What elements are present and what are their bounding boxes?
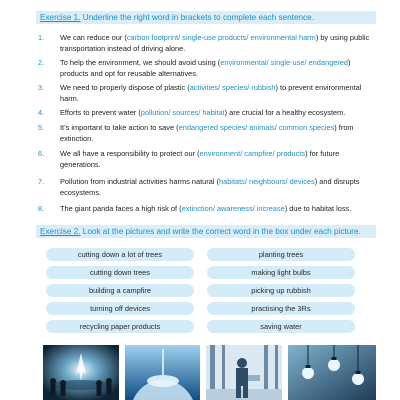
campfire-photo — [43, 345, 119, 400]
sentence-start: To help the environment, we should avoid using ( — [60, 58, 221, 67]
item-sentence — [60, 33, 376, 54]
item-number: 2. — [38, 58, 45, 67]
item-sentence — [60, 123, 376, 144]
word-options[interactable]: carbon footprint/ single-use products/ environmental harm — [126, 33, 316, 42]
item-sentence — [60, 204, 376, 215]
sentence-end: ) are crucial for a healthy ecosystem. — [224, 108, 346, 117]
item-number: 8. — [38, 204, 45, 213]
light-bulbs-image — [288, 345, 376, 400]
sentence-start: We need to properly dispose of plastic ( — [60, 83, 190, 92]
word-options[interactable]: activities/ species/ rubbish — [189, 83, 276, 92]
forest-cutting-photo — [206, 345, 282, 400]
light-bulbs-photo — [288, 345, 376, 400]
item-sentence — [60, 58, 376, 79]
item-sentence — [60, 149, 376, 170]
word-options[interactable]: extinction/ awareness/ increase — [181, 204, 285, 213]
exercise-1-instruction: Underline the right word in brackets to complete each sentence. — [80, 13, 314, 22]
sentence-end: ) by using public transportation instead of driving alone. — [60, 33, 370, 53]
sentence-start: We all have a responsibility to protect our ( — [60, 149, 200, 158]
item-number: 3. — [38, 83, 45, 92]
word-chip: recycling paper products — [46, 320, 194, 333]
word-options[interactable]: pollution/ sources/ habitat — [140, 108, 225, 117]
sentence-end: ) and disrupts ecosystems. — [60, 177, 360, 197]
sentence-start: The giant panda faces a high risk of ( — [60, 204, 182, 213]
exercise-1-title — [36, 11, 376, 24]
sentence-start: Efforts to prevent water ( — [60, 108, 141, 117]
sentence-end: ) products and opt for reusable alternatives. — [60, 58, 351, 78]
item-number: 5. — [38, 123, 45, 132]
sentence-end: ) for future generations. — [60, 149, 340, 169]
sentence-end: ) from extinction. — [60, 123, 354, 143]
word-chip: turning off devices — [46, 302, 194, 315]
item-number: 7. — [38, 177, 45, 186]
exercise-2-label: Exercise 2. — [40, 227, 81, 236]
item-sentence — [60, 177, 376, 198]
word-chip: building a campfire — [46, 284, 194, 297]
exercise-2-title — [36, 225, 376, 238]
item-number: 4. — [38, 108, 45, 117]
word-chip: picking up rubbish — [207, 284, 355, 297]
sentence-start: It’s important to take action to save ( — [60, 123, 179, 132]
item-sentence — [60, 83, 376, 104]
word-chip: planting trees — [207, 248, 355, 261]
forest-cutting-image — [206, 345, 282, 400]
sentence-end: ) to prevent environmental harm. — [60, 83, 362, 103]
word-chip: saving water — [207, 320, 355, 333]
exercise-1-label: Exercise 1. — [40, 13, 81, 22]
sentence-end: ) due to habitat loss. — [284, 204, 352, 213]
word-options[interactable]: habitats/ neighbours/ devices — [218, 177, 315, 186]
sentence-start: We can reduce our ( — [60, 33, 127, 42]
sentence-start: Pollution from industrial activities harms natural ( — [60, 177, 219, 186]
word-chip: practising the 3Rs — [207, 302, 355, 315]
word-chip: cutting down a lot of trees — [46, 248, 194, 261]
word-options[interactable]: endangered species/ animals/ common species — [178, 123, 335, 132]
campfire-image — [43, 345, 119, 400]
word-options[interactable]: environment/ campfire/ products — [199, 149, 306, 158]
item-number: 6. — [38, 149, 45, 158]
item-number: 1. — [38, 33, 45, 42]
word-options[interactable]: environmental/ single-use/ endangered — [220, 58, 349, 67]
word-chip: making light bulbs — [207, 266, 355, 279]
water-hands-image — [125, 345, 200, 400]
water-hands-photo — [125, 345, 200, 400]
exercise-2-instruction: Look at the pictures and write the correct word in the box under each picture. — [80, 227, 361, 236]
item-sentence — [60, 108, 376, 119]
word-chip: cutting down trees — [46, 266, 194, 279]
